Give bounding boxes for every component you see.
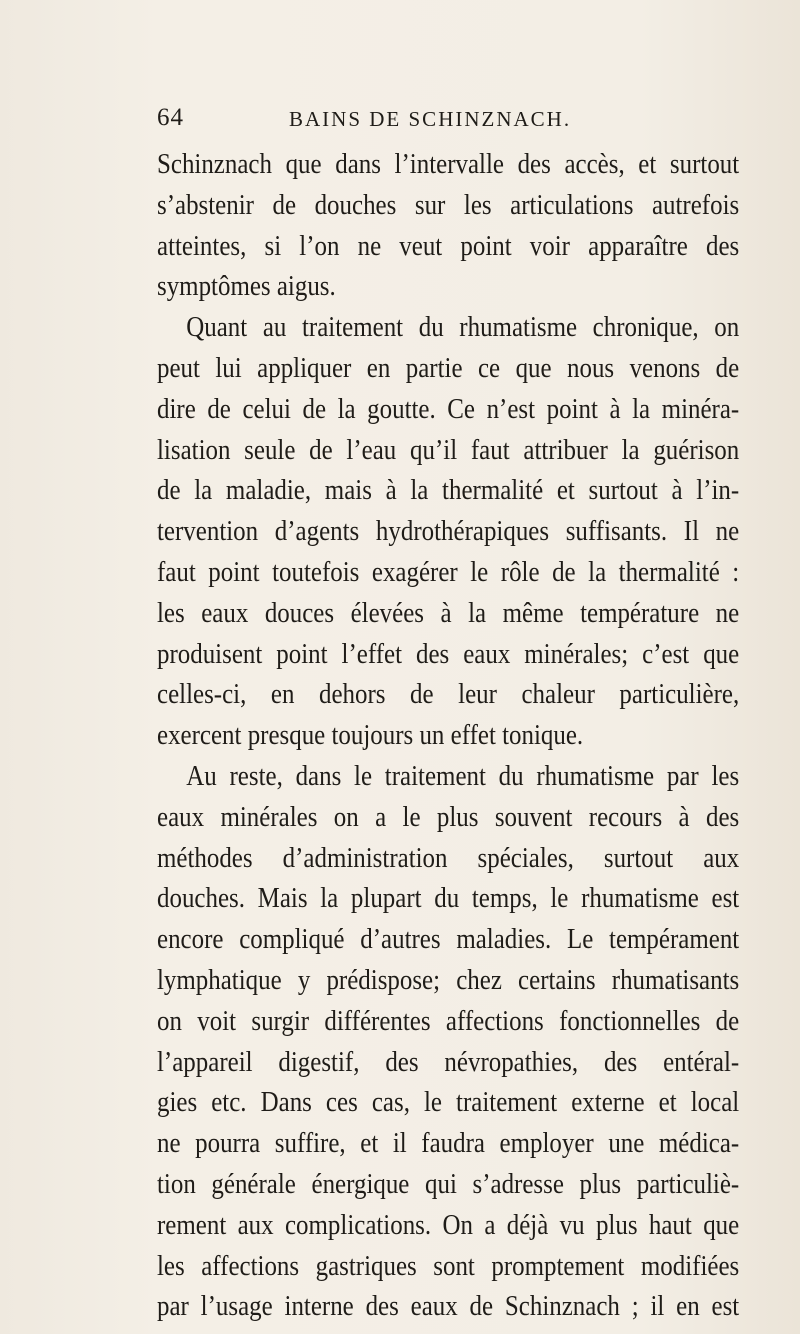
- text-line: faut point toutefois exagérer le rôle de la thermalité :: [157, 555, 740, 588]
- text-line: Au reste, dans le traitement du rhumatisme par les: [186, 759, 740, 792]
- text-line: de la maladie, mais à la thermalité et surtout à l’in-: [157, 474, 740, 507]
- text-line: douches. Mais la plupart du temps, le rhumatisme est: [157, 882, 740, 915]
- text-line: l’appareil digestif, des névropathies, des entéral-: [157, 1045, 740, 1078]
- text-line: peut lui appliquer en partie ce que nous venons de: [157, 351, 740, 384]
- text-line: rement aux complications. On a déjà vu plus haut que: [157, 1208, 740, 1241]
- body-text: [157, 144, 739, 1327]
- page-number: 64: [157, 104, 184, 131]
- text-line: encore compliqué d’autres maladies. Le tempérament: [157, 923, 740, 956]
- text-line: atteintes, si l’on ne veut point voir apparaître des: [157, 229, 740, 262]
- text-line: Schinznach que dans l’intervalle des accès, et surtout: [157, 148, 740, 180]
- text-line: méthodes d’administration spéciales, surtout aux: [157, 841, 740, 874]
- text-line: les affections gastriques sont promptement modifiées: [157, 1249, 740, 1282]
- text-line: par l’usage interne des eaux de Schinznach ; il en est: [157, 1290, 740, 1323]
- text-line: les eaux douces élevées à la même température ne: [157, 596, 740, 629]
- running-head: BAINS DE SCHINZNACH.: [289, 107, 572, 131]
- text-line: celles-ci, en dehors de leur chaleur particulière,: [157, 678, 740, 711]
- text-line: ne pourra suffire, et il faudra employer une médica-: [157, 1127, 740, 1160]
- text-line: tion générale énergique qui s’adresse plus particuliè-: [157, 1167, 740, 1200]
- text-line: dire de celui de la goutte. Ce n’est point à la minéra-: [157, 392, 740, 425]
- text-line: lymphatique y prédispose; chez certains rhumatisants: [157, 963, 740, 996]
- text-line: gies etc. Dans ces cas, le traitement externe et local: [157, 1086, 740, 1119]
- text-line: s’abstenir de douches sur les articulations autrefois: [157, 188, 740, 221]
- text-line: lisation seule de l’eau qu’il faut attribuer la guérison: [157, 433, 740, 466]
- text-line: produisent point l’effet des eaux minérales; c’est que: [157, 637, 740, 670]
- text-line: on voit surgir différentes affections fonctionnelles de: [157, 1004, 740, 1037]
- text-line: exercent presque toujours un effet tonique.: [157, 719, 584, 752]
- text-line: Quant au traitement du rhumatisme chronique, on: [186, 311, 740, 344]
- text-line: tervention d’agents hydrothérapiques suffisants. Il ne: [157, 515, 740, 548]
- text-line: eaux minérales on a le plus souvent recours à des: [157, 800, 740, 833]
- text-line: symptômes aigus.: [157, 270, 336, 303]
- page-header: [157, 104, 737, 140]
